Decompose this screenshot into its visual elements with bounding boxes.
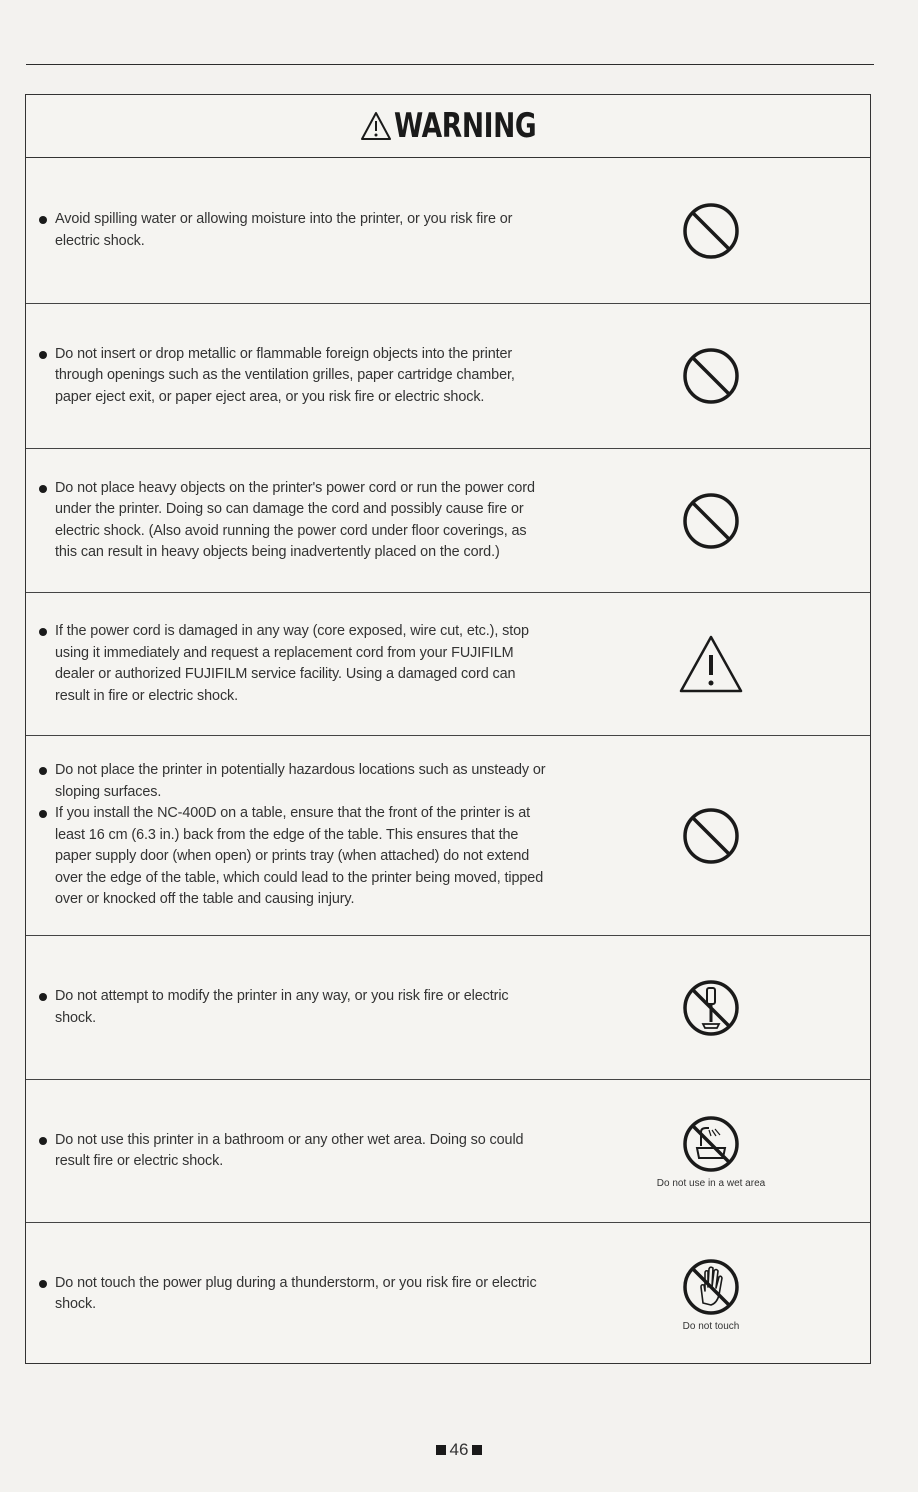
warning-triangle-icon <box>360 111 392 141</box>
warning-row <box>26 593 870 736</box>
no-disassembly-icon <box>681 978 741 1038</box>
no-wet-area-icon <box>681 1114 741 1174</box>
warning-row <box>26 736 870 936</box>
warning-row <box>26 1080 870 1223</box>
warning-text: Do not use this printer in a bathroom or any other wet area. Doing so could result fire or electric shock. <box>38 1130 546 1173</box>
warning-row <box>26 936 870 1080</box>
warning-text: If the power cord is damaged in any way (core exposed, wire cut, etc.), stop using it immediately and request a replacement cord from your FUJIFILM dealer or authorized FUJIFILM service facility. Using a damaged cord can result in fire or electric shock. <box>38 621 546 707</box>
warning-text: Do not place heavy objects on the printer's power cord or run the power cord under the printer. Doing so can damage the cord and possibly cause fire or electric shock. (Also avoid running the power cord under floor coverings, as this can result in heavy objects being inadvertently placed on the cord.) <box>38 478 546 564</box>
square-bullet-icon <box>436 1445 446 1455</box>
do-not-touch-icon <box>681 1257 741 1317</box>
prohibited-icon <box>681 491 741 551</box>
warning-header <box>26 95 870 158</box>
icon-caption: Do not use in a wet area <box>656 1177 766 1189</box>
warning-row <box>26 1223 870 1365</box>
warning-text: Do not place the printer in potentially hazardous locations such as unsteady or sloping surfaces. <box>38 760 546 803</box>
square-bullet-icon <box>472 1445 482 1455</box>
warning-row <box>26 304 870 449</box>
warning-text: Avoid spilling water or allowing moisture into the printer, or you risk fire or electric shock. <box>38 209 546 252</box>
warning-row <box>26 158 870 304</box>
warning-text: Do not insert or drop metallic or flammable foreign objects into the printer through openings such as the ventilation grilles, paper cartridge chamber, paper eject exit, or paper eject area, or you risk fire or electric shock. <box>38 344 546 409</box>
warning-row <box>26 449 870 593</box>
caution-triangle-icon <box>677 633 745 695</box>
page-number <box>0 1440 918 1460</box>
warning-box <box>25 94 871 1364</box>
page-number-text: 46 <box>449 1440 469 1459</box>
warning-text: Do not attempt to modify the printer in any way, or you risk fire or electric shock. <box>38 986 546 1029</box>
icon-caption: Do not touch <box>682 1320 740 1332</box>
warning-text: If you install the NC-400D on a table, ensure that the front of the printer is at least 16 cm (6.3 in.) back from the edge of the table. This ensures that the paper supply door (when open) or prints tray (when attached) do not extend over the edge of the table, which could lead to the printer being moved, tipped over or knocked off the table and causing injury. <box>38 803 546 911</box>
prohibited-icon <box>681 201 741 261</box>
warning-title: WARNING <box>393 106 537 146</box>
top-rule <box>26 64 874 65</box>
warning-text: Do not touch the power plug during a thunderstorm, or you risk fire or electric shock. <box>38 1273 546 1316</box>
prohibited-icon <box>681 346 741 406</box>
prohibited-icon <box>681 806 741 866</box>
